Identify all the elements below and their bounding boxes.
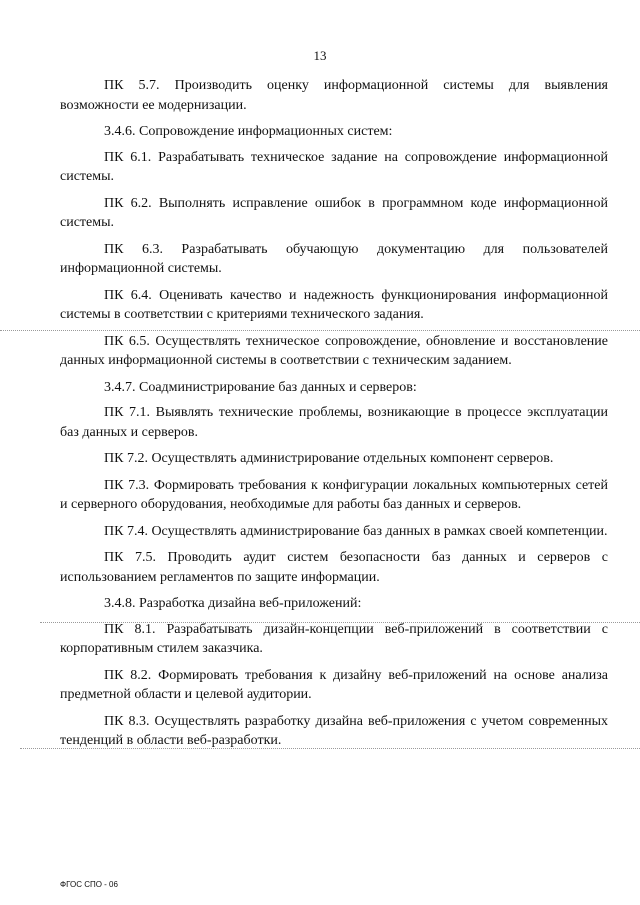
paragraph-pk-7-4: ПК 7.4. Осуществлять администрирование баз данных в рамках своей компетенции. (104, 523, 608, 539)
paragraph-pk-7-1: ПК 7.1. Выявлять технические проблемы, возникающие в процессе эксплуатации баз данных и серверов. (60, 405, 608, 440)
paragraph-pk-7-5: ПК 7.5. Проводить аудит систем безопасности баз данных и серверов с использованием регламентов по защите информации. (60, 550, 608, 585)
paragraph-pk-6-3: ПК 6.3. Разрабатывать обучающую документацию для пользователей информационной системы. (60, 241, 608, 276)
section-heading-3-4-6: 3.4.6. Сопровождение информационных систем: (104, 124, 393, 139)
paragraph-pk-7-3: ПК 7.3. Формировать требования к конфигурации локальных компьютерных сетей и серверного оборудования, необходимые для работы баз данных и серверов. (60, 477, 608, 512)
scan-artifact-line (40, 622, 640, 623)
paragraph-pk-7-2: ПК 7.2. Осуществлять администрирование отдельных компонент серверов. (104, 451, 554, 466)
footer-label: ФГОС СПО - 06 (60, 880, 118, 889)
paragraph-pk-6-5: ПК 6.5. Осуществлять техническое сопровождение, обновление и восстановление данных информационной системы в соответствии с техническим заданием. (60, 333, 608, 368)
paragraph-pk-8-2: ПК 8.2. Формировать требования к дизайну веб-приложений на основе анализа предметной области и целевой аудитории. (60, 667, 608, 702)
paragraph-pk-6-1: ПК 6.1. Разрабатывать техническое задание на сопровождение информационной системы. (60, 149, 608, 184)
paragraph-pk-8-3: ПК 8.3. Осуществлять разработку дизайна веб-приложения с учетом современных тенденций в области веб-разработки. (60, 713, 608, 748)
page-number: 13 (313, 48, 327, 63)
paragraph-pk-6-2: ПК 6.2. Выполнять исправление ошибок в программном коде информационной системы. (60, 195, 608, 230)
page-content (60, 76, 608, 758)
scan-artifact-line (0, 330, 640, 331)
section-heading-3-4-7: 3.4.7. Соадминистрирование баз данных и серверов: (104, 379, 417, 395)
scan-artifact-line (20, 748, 640, 749)
section-heading-3-4-8: 3.4.8. Разработка дизайна веб-приложений: (104, 596, 362, 611)
paragraph-pk-5-7: ПК 5.7. Производить оценку информационной системы для выявления возможности ее модернизации. (60, 78, 608, 113)
paragraph-pk-8-1: ПК 8.1. Разрабатывать дизайн-концепции веб-приложений в соответствии с корпоративным стилем заказчика. (60, 621, 608, 656)
paragraph-pk-6-4: ПК 6.4. Оценивать качество и надежность функционирования информационной системы в соответствии с критериями технического задания. (60, 287, 608, 322)
